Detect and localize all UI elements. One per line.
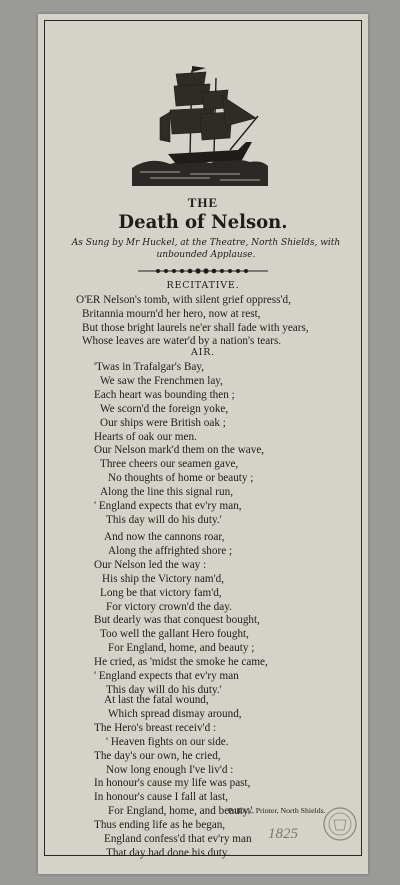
verse-line: We saw the Frenchmen lay, xyxy=(100,374,223,387)
verse-line: England confess'd that ev'ry man xyxy=(104,833,252,845)
ornamental-rule xyxy=(138,267,268,275)
verse-line: We scorn'd the foreign yoke, xyxy=(100,402,229,415)
handwritten-date: 1825 xyxy=(268,826,298,842)
verse-line: For victory crown'd the day. xyxy=(106,600,232,613)
verse-line: No thoughts of home or beauty ; xyxy=(108,472,254,485)
verse-line: Our Nelson led the way : xyxy=(94,558,207,571)
verse-line: Too well the gallant Hero fought, xyxy=(100,628,249,641)
verse-line: The day's our own, he cried, xyxy=(94,749,221,762)
verse-line: For England, home, and beauty ; xyxy=(108,642,255,655)
broadside-sheet xyxy=(38,14,368,874)
verse-line: That day had done his duty. xyxy=(106,846,230,859)
verse-line: Whose leaves are water'd by a nation's tears. xyxy=(82,335,282,348)
section-heading: AIR. xyxy=(191,347,215,358)
verse-line: Long be that victory fam'd, xyxy=(100,586,222,599)
verse-line: But those bright laurels ne'er shall fade with years, xyxy=(82,321,309,334)
verse-line: Which spread dismay around, xyxy=(108,707,242,720)
verse-line: Our ships were British oak ; xyxy=(100,416,226,429)
title: THE xyxy=(187,195,219,210)
verse-line: ' Heaven fights on our side. xyxy=(106,735,229,748)
verse-line: At last the fatal wound, xyxy=(104,694,209,706)
song-title: Death of Nelson. xyxy=(118,211,288,233)
verse-line: Hearts of oak our men. xyxy=(94,430,197,443)
verse-line: Each heart was bounding then ; xyxy=(94,388,235,401)
library-stamp xyxy=(320,804,360,844)
verse-line: His ship the Victory nam'd, xyxy=(102,572,225,585)
verse-line: Our Nelson mark'd them on the wave, xyxy=(94,444,265,457)
verse-line: And now the cannons roar, xyxy=(104,531,225,543)
verse-line: In honour's cause I fall at last, xyxy=(94,791,229,804)
verse-line: Thus ending life as he began, xyxy=(94,819,226,832)
verse-line: This day will do his duty.' xyxy=(106,683,222,696)
verse-line: O'ER Nelson's tomb, with silent grief oppress'd, xyxy=(76,294,291,306)
verse-line: Along the line this signal run, xyxy=(100,486,233,499)
verse-line: For England, home, and beauty.' xyxy=(108,805,253,818)
verse-line: Along the affrighted shore ; xyxy=(108,544,233,557)
performance-note: As Sung by Mr Huckel, at the Theatre, North Shields, with unbounded Applause. xyxy=(71,238,341,260)
verse-line: In honour's cause my life was past, xyxy=(94,777,251,790)
verse-line: ' England expects that ev'ry man, xyxy=(94,500,242,512)
ship-illustration xyxy=(130,56,270,186)
verse-line: ' England expects that ev'ry man xyxy=(94,670,239,682)
printer-imprint: Pollock, Printer, North Shields. xyxy=(228,806,326,815)
section-heading: RECITATIVE. xyxy=(166,280,240,291)
verse-line: This day will do his duty.' xyxy=(106,513,222,526)
verse-line: Now long enough I've liv'd : xyxy=(106,763,234,776)
verse-line: Three cheers our seamen gave, xyxy=(100,458,239,471)
verse-line: He cried, as 'midst the smoke he came, xyxy=(94,656,268,669)
verse-line: 'Twas in Trafalgar's Bay, xyxy=(94,361,205,373)
verse-line: Britannia mourn'd her hero, now at rest, xyxy=(82,307,261,320)
verse-line: But dearly was that conquest bought, xyxy=(94,614,260,627)
verse-line: The Hero's breast receiv'd : xyxy=(94,721,217,734)
